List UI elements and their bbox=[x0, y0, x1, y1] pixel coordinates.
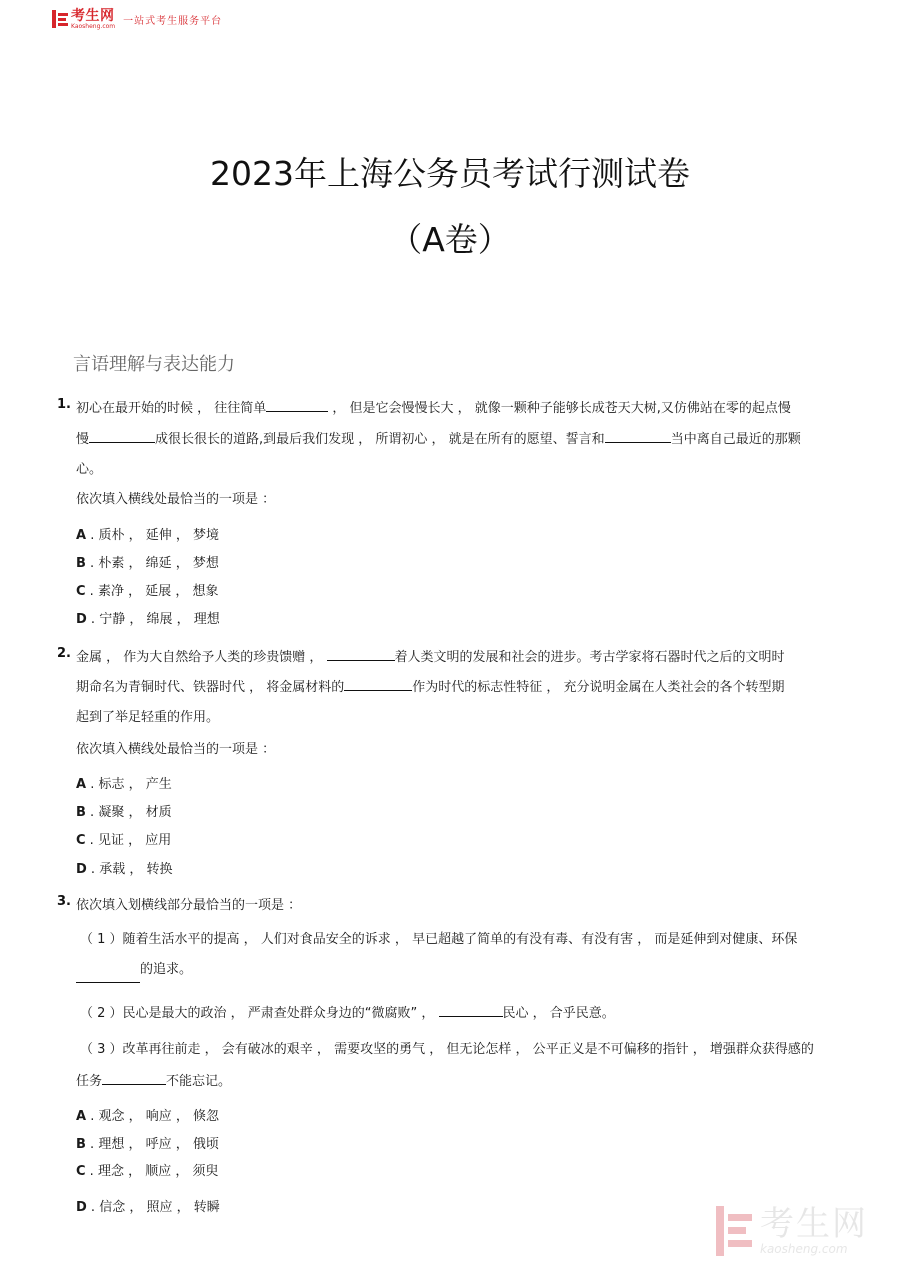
option-text: 观念 ， 响应 ， 倏忽 bbox=[98, 1109, 219, 1124]
q3-text: 任务 bbox=[76, 1074, 103, 1089]
page-title: 2023年上海公务员考试行测试卷 bbox=[210, 154, 690, 193]
fill-blank bbox=[89, 429, 155, 443]
option-item[interactable]: A . 质朴 ， 延伸 ， 梦境 bbox=[76, 528, 219, 543]
question-1-prompt: 依次填入横线处最恰当的一项是 ： bbox=[76, 492, 276, 507]
q1-text: 成很长很长的道路,到最后我们发现 ， 所谓初心 ， 就是在所有的愿望、誓言和 bbox=[155, 432, 605, 447]
option-text: 标志 ， 产生 bbox=[98, 777, 172, 792]
option-text: 理想 ， 呼应 ， 俄顷 bbox=[98, 1137, 219, 1152]
option-text: 承载 ， 转换 bbox=[99, 862, 173, 877]
option-letter: C bbox=[76, 1164, 86, 1179]
logo-slogan: 一站式考生服务平台 bbox=[123, 15, 223, 27]
fill-blank-spacer bbox=[76, 960, 140, 973]
option-letter: A bbox=[76, 1109, 87, 1124]
option-item[interactable]: B . 朴素 ， 绵延 ， 梦想 bbox=[76, 556, 219, 571]
question-3-sentence-1-cont bbox=[76, 958, 192, 977]
question-3-sentence-1: （ 1 ）随着生活水平的提高 ， 人们对食品安全的诉求 ， 早已超越了简单的有没有毒、有没有害 ， 而是延伸到对健康、环保 bbox=[80, 932, 798, 947]
option-text: 朴素 ， 绵延 ， 梦想 bbox=[98, 556, 219, 571]
q3-text: （ 2 ）民心是最大的政治 ， 严肃查处群众身边的“微腐败” ， bbox=[80, 1006, 439, 1021]
option-text: 见证 ， 应用 bbox=[97, 833, 172, 848]
option-item[interactable]: B . 凝聚 ， 材质 bbox=[76, 805, 172, 820]
question-2-line-1 bbox=[76, 646, 785, 665]
question-2-prompt: 依次填入横线处最恰当的一项是 ： bbox=[76, 742, 276, 757]
fill-blank bbox=[344, 677, 412, 691]
site-logo[interactable] bbox=[52, 7, 222, 31]
question-3-sentence-2 bbox=[80, 1002, 615, 1021]
question-3-sentence-3: （ 3 ）改革再往前走 ， 会有破冰的艰辛 ， 需要攻坚的勇气 ， 但无论怎样 ， 公平正义是不可偏移的指针 ， 增强群众获得感的 bbox=[80, 1042, 814, 1057]
logo-name: 考生网 bbox=[71, 7, 115, 24]
option-text: 凝聚 ， 材质 bbox=[98, 805, 172, 820]
section-heading: 言语理解与表达能力 bbox=[73, 354, 235, 375]
option-letter: C bbox=[76, 584, 86, 599]
kaosheng-logo-icon bbox=[52, 10, 68, 28]
option-letter: A bbox=[76, 528, 87, 543]
option-item[interactable]: C . 素净 ， 延展 ， 想象 bbox=[76, 584, 219, 599]
option-letter: B bbox=[76, 1137, 86, 1152]
question-2-line-2 bbox=[76, 676, 785, 695]
option-item[interactable]: D . 信念 ， 照应 ， 转瞬 bbox=[76, 1200, 220, 1215]
question-3-sentence-3-cont bbox=[76, 1070, 231, 1089]
fill-blank bbox=[76, 982, 140, 983]
question-1-line-2 bbox=[76, 428, 801, 447]
option-text: 质朴 ， 延伸 ， 梦境 bbox=[98, 528, 219, 543]
fill-blank bbox=[102, 1071, 166, 1085]
fill-blank bbox=[439, 1003, 503, 1017]
q3-text: 的追求。 bbox=[140, 962, 193, 977]
option-text: 理念 ， 顺应 ， 须臾 bbox=[97, 1164, 219, 1179]
option-item[interactable]: A . 观念 ， 响应 ， 倏忽 bbox=[76, 1109, 219, 1124]
option-letter: D bbox=[76, 1200, 87, 1215]
question-1-line-3: 心。 bbox=[76, 462, 103, 477]
q1-text: 慢 bbox=[76, 432, 90, 447]
option-item[interactable]: A . 标志 ， 产生 bbox=[76, 777, 172, 792]
option-letter: D bbox=[76, 862, 87, 877]
page-subtitle: （A卷） bbox=[389, 220, 511, 259]
q2-text: 着人类文明的发展和社会的进步。考古学家将石器时代之后的文明时 bbox=[394, 650, 785, 665]
watermark-logo-icon bbox=[716, 1206, 752, 1256]
q2-text: 期命名为青铜时代、铁器时代 ， 将金属材料的 bbox=[76, 680, 345, 695]
question-2-number: 2. bbox=[57, 646, 71, 661]
q1-text: ， 但是它会慢慢长大 ， 就像一颗种子能够长成苍天大树,又仿佛站在零的起点慢 bbox=[328, 401, 791, 416]
question-1-number: 1. bbox=[57, 397, 71, 412]
option-letter: B bbox=[76, 556, 86, 571]
option-text: 信念 ， 照应 ， 转瞬 bbox=[99, 1200, 220, 1215]
fill-blank bbox=[266, 398, 328, 412]
watermark-url: kaosheng.com bbox=[760, 1242, 848, 1256]
q3-text: 民心 ， 合乎民意。 bbox=[502, 1006, 615, 1021]
option-item[interactable]: C . 理念 ， 顺应 ， 须臾 bbox=[76, 1164, 219, 1179]
fill-blank bbox=[327, 647, 395, 661]
option-text: 宁静 ， 绵展 ， 理想 bbox=[99, 612, 220, 627]
option-item[interactable]: D . 承载 ， 转换 bbox=[76, 862, 173, 877]
watermark bbox=[716, 1206, 868, 1256]
q1-text: 当中离自己最近的那颗 bbox=[670, 432, 801, 447]
option-item[interactable]: D . 宁静 ， 绵展 ， 理想 bbox=[76, 612, 220, 627]
q1-text: 初心在最开始的时候 ， 往往简单 bbox=[76, 401, 267, 416]
option-text: 素净 ， 延展 ， 想象 bbox=[97, 584, 219, 599]
q3-text: 不能忘记。 bbox=[166, 1074, 232, 1089]
fill-blank bbox=[605, 429, 671, 443]
question-2-line-3: 起到了举足轻重的作用。 bbox=[76, 710, 220, 725]
logo-url: Kaosheng.com bbox=[71, 22, 116, 30]
option-letter: C bbox=[76, 833, 86, 848]
q2-text: 作为时代的标志性特征 ， 充分说明金属在人类社会的各个转型期 bbox=[412, 680, 785, 695]
option-letter: B bbox=[76, 805, 86, 820]
option-letter: A bbox=[76, 777, 87, 792]
question-3-stem: 依次填入划横线部分最恰当的一项是 ： bbox=[76, 898, 302, 913]
watermark-name: 考生网 bbox=[760, 1204, 868, 1244]
question-1-line-1 bbox=[76, 397, 791, 416]
option-item[interactable]: C . 见证 ， 应用 bbox=[76, 833, 172, 848]
question-3-number: 3. bbox=[57, 894, 71, 909]
option-letter: D bbox=[76, 612, 87, 627]
option-item[interactable]: B . 理想 ， 呼应 ， 俄顷 bbox=[76, 1137, 219, 1152]
q2-text: 金属 ， 作为大自然给予人类的珍贵馈赠 ， bbox=[76, 650, 327, 665]
